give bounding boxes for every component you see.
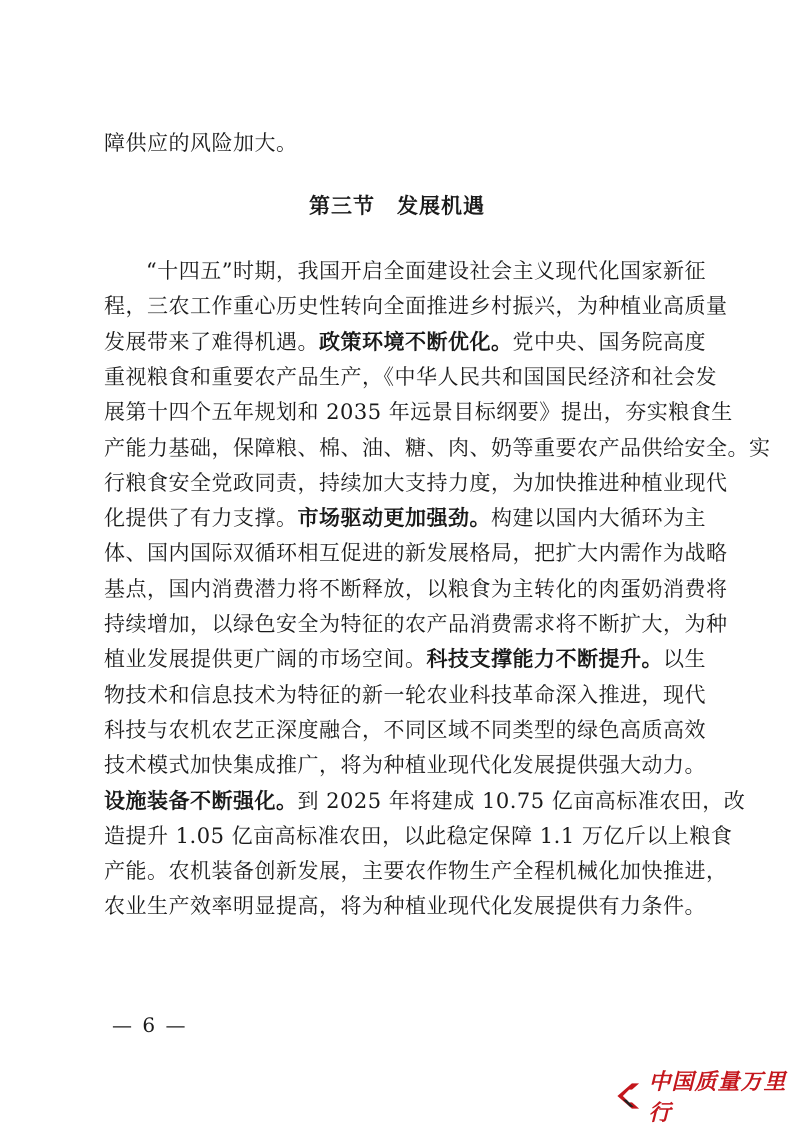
brand-logo-icon (612, 1078, 645, 1114)
body-text: 党中央、国务院高度 (512, 329, 706, 354)
body-line (104, 611, 728, 637)
body-line (104, 823, 733, 849)
body-line (104, 435, 771, 461)
body-text: “十四五”时期，我国开启全面建设社会主义现代化国家新征 (146, 259, 706, 283)
body-line (104, 399, 733, 425)
body-line (104, 293, 728, 319)
carryover-line: 障供应的风险加大。 (104, 131, 298, 155)
body-text: 基点，国内消费潜力将不断释放，以粮食为主转化的肉蛋奶消费将 (104, 576, 728, 601)
watermark-logo (612, 1070, 794, 1126)
body-text: 展第十四个五年规划和 2035 年远景目标纲要》提出，夯实粮食生 (104, 400, 733, 425)
body-text: 发展带来了难得机遇。 (104, 329, 319, 354)
body-text: 以生 (663, 647, 706, 672)
bold-lead-phrase: 科技支撑能力不断提升。 (426, 647, 663, 672)
body-line (146, 258, 706, 284)
watermark-text: 中国质量万里行 (648, 1070, 787, 1126)
body-line (104, 505, 706, 531)
body-text: 到 2025 年将建成 10.75 亿亩高标准农田，改 (297, 788, 746, 813)
body-line (104, 717, 706, 743)
body-line (104, 540, 728, 566)
body-text: 产能。农机装备创新发展，主要农作物生产全程机械化加快推进， (104, 859, 728, 884)
body-line (104, 646, 706, 672)
body-text: 物技术和信息技术为特征的新一轮农业科技革命深入推进，现代 (104, 682, 706, 707)
body-line (104, 893, 706, 919)
body-text: 造提升 1.05 亿亩高标准农田，以此稳定保障 1.1 万亿斤以上粮食 (104, 823, 733, 848)
body-line (104, 858, 728, 884)
body-text: 重视粮食和重要农产品生产，《中华人民共和国国民经济和社会发 (104, 364, 717, 389)
body-text: 体、国内国际双循环相互促进的新发展格局，把扩大内需作为战略 (104, 541, 728, 566)
section-heading: 第三节 发展机遇 (309, 194, 485, 218)
body-line (104, 364, 717, 390)
bold-lead-phrase: 设施装备不断强化。 (104, 788, 298, 813)
bold-lead-phrase: 政策环境不断优化。 (319, 329, 513, 354)
bold-lead-phrase: 市场驱动更加强劲。 (297, 506, 491, 531)
body-text: 产能力基础，保障粮、棉、油、糖、肉、奶等重要农产品供给安全。实 (104, 435, 771, 460)
body-text: 农业生产效率明显提高，将为种植业现代化发展提供有力条件。 (104, 894, 706, 919)
body-line (104, 470, 728, 496)
body-text: 技术模式加快集成推广，将为种植业现代化发展提供强大动力。 (104, 753, 706, 778)
body-text: 科技与农机农艺正深度融合，不同区域不同类型的绿色高质高效 (104, 717, 706, 742)
body-text: 持续增加，以绿色安全为特征的农产品消费需求将不断扩大，为种 (104, 612, 728, 636)
body-text: 化提供了有力支撑。 (104, 506, 298, 531)
body-line (104, 788, 746, 814)
body-text: 植业发展提供更广阔的市场空间。 (104, 647, 427, 672)
page-number: — 6 — (112, 1013, 188, 1037)
body-line (104, 576, 728, 602)
body-line (104, 682, 706, 708)
body-text: 程，三农工作重心历史性转向全面推进乡村振兴，为种植业高质量 (104, 294, 728, 319)
body-line (104, 329, 706, 355)
body-text: 行粮食安全党政同责，持续加大支持力度，为加快推进种植业现代 (104, 470, 728, 495)
body-text: 构建以国内大循环为主 (491, 506, 706, 531)
body-line (104, 752, 706, 778)
